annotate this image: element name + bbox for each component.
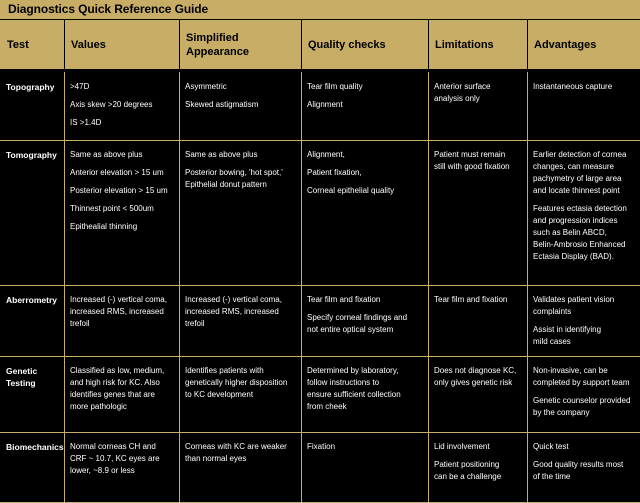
appearance-text: increased RMS, increased xyxy=(185,307,279,316)
values-text: trefoil xyxy=(70,319,90,328)
appearance-text: Epithelial donut pattern xyxy=(185,180,267,189)
page-title: Diagnostics Quick Reference Guide xyxy=(8,2,209,16)
column-divider xyxy=(527,285,528,356)
advantages-cell xyxy=(527,294,640,348)
advantages-text: such as Belin ABCD, xyxy=(533,228,607,237)
advantages-text: Belin-Ambrosio Enhanced xyxy=(533,240,626,249)
advantages-text: Assist in identifying xyxy=(533,325,602,334)
test-name: Genetic xyxy=(6,366,38,376)
header-test: Test xyxy=(7,38,29,51)
quality-text: follow instructions to xyxy=(307,378,380,387)
appearance-cell xyxy=(179,81,301,111)
advantages-cell xyxy=(527,365,640,419)
values-text: identifies genes that are xyxy=(70,390,155,399)
quality-text: Fixation xyxy=(307,442,336,451)
quality-cell xyxy=(301,365,428,413)
advantages-text: mild cases xyxy=(533,337,571,346)
appearance-text: Same as above plus xyxy=(185,150,258,159)
advantages-text: Earlier detection of cornea xyxy=(533,150,627,159)
column-divider xyxy=(527,356,528,432)
header-divider xyxy=(527,20,528,69)
limitations-cell xyxy=(428,441,527,483)
column-divider xyxy=(64,432,65,502)
values-text: Classified as low, medium, xyxy=(70,366,165,375)
column-divider xyxy=(64,140,65,285)
limitations-text: Does not diagnose KC, xyxy=(434,366,517,375)
appearance-text: to KC development xyxy=(185,390,254,399)
column-divider xyxy=(179,140,180,285)
limitations-text: Lid involvement xyxy=(434,442,490,451)
quality-text: Tear film quality xyxy=(307,82,363,91)
values-text: lower, ~8.9 or less xyxy=(70,466,135,475)
values-text: >47D xyxy=(70,82,90,91)
test-name-cell xyxy=(0,294,64,306)
column-divider xyxy=(428,285,429,356)
test-name: Testing xyxy=(6,378,36,388)
values-text: IS >1.4D xyxy=(70,118,102,127)
limitations-text: can be a challenge xyxy=(434,472,502,481)
advantages-text: pachymetry of large area xyxy=(533,174,622,183)
quality-cell xyxy=(301,294,428,336)
column-divider xyxy=(301,285,302,356)
values-cell xyxy=(64,441,179,477)
column-divider xyxy=(301,432,302,502)
appearance-text: than normal eyes xyxy=(185,454,247,463)
header-limitations: Limitations xyxy=(435,38,494,51)
column-divider xyxy=(64,356,65,432)
values-text: CRF ~ 10.7, KC eyes are xyxy=(70,454,160,463)
table-row xyxy=(0,140,640,285)
limitations-text: Patient positioning xyxy=(434,460,500,469)
test-name: Aberrometry xyxy=(6,295,58,305)
header-values: Values xyxy=(71,38,106,51)
appearance-text: genetically higher disposition xyxy=(185,378,288,387)
values-cell xyxy=(64,294,179,330)
advantages-text: Instantaneous capture xyxy=(533,82,613,91)
values-text: and high risk for KC. Also xyxy=(70,378,160,387)
values-text: Normal corneas CH and xyxy=(70,442,156,451)
table-row xyxy=(0,432,640,502)
title-bar xyxy=(0,0,640,19)
column-divider xyxy=(428,356,429,432)
appearance-text: Skewed astigmatism xyxy=(185,100,259,109)
limitations-text: still with good fixation xyxy=(434,162,510,171)
values-text: Posterior elevation > 15 um xyxy=(70,186,168,195)
column-divider xyxy=(301,356,302,432)
column-divider xyxy=(301,72,302,140)
advantages-text: and progression indices xyxy=(533,216,618,225)
appearance-cell xyxy=(179,149,301,191)
values-text: Anterior elevation > 15 um xyxy=(70,168,164,177)
column-divider xyxy=(64,72,65,140)
limitations-text: Patient must remain xyxy=(434,150,506,159)
column-divider xyxy=(179,356,180,432)
header-divider xyxy=(428,20,429,69)
appearance-text: Increased (-) vertical coma, xyxy=(185,295,282,304)
test-name: Biomechanics xyxy=(6,442,64,452)
header-appearance-text: Simplified Appearance xyxy=(186,31,249,58)
advantages-text: Quick test xyxy=(533,442,569,451)
test-name-cell xyxy=(0,149,64,161)
header-advantages: Advantages xyxy=(534,38,597,51)
quality-text: not entire optical system xyxy=(307,325,394,334)
header-divider xyxy=(64,20,65,69)
test-name: Topography xyxy=(6,82,55,92)
appearance-text: trefoil xyxy=(185,319,205,328)
advantages-text: by the company xyxy=(533,408,590,417)
quality-text: Alignment xyxy=(307,100,343,109)
values-cell xyxy=(64,81,179,129)
values-text: increased RMS, increased xyxy=(70,307,164,316)
table-row xyxy=(0,72,640,140)
appearance-text: Corneas with KC are weaker xyxy=(185,442,287,451)
column-divider xyxy=(179,285,180,356)
advantages-cell xyxy=(527,149,640,263)
column-divider xyxy=(428,432,429,502)
values-cell xyxy=(64,365,179,413)
limitations-cell xyxy=(428,365,527,389)
column-divider xyxy=(527,432,528,502)
values-text: Increased (-) vertical coma, xyxy=(70,295,167,304)
test-name-cell xyxy=(0,81,64,93)
appearance-cell xyxy=(179,441,301,465)
header-quality: Quality checks xyxy=(308,38,386,51)
column-divider xyxy=(428,140,429,285)
limitations-text: only gives genetic risk xyxy=(434,378,513,387)
advantages-cell xyxy=(527,81,640,93)
quality-cell xyxy=(301,149,428,197)
appearance-text: Asymmetric xyxy=(185,82,227,91)
quality-cell xyxy=(301,81,428,111)
test-name-cell xyxy=(0,365,64,389)
column-divider xyxy=(527,140,528,285)
advantages-text: Ectasia Display (BAD). xyxy=(533,252,614,261)
header-divider xyxy=(179,20,180,69)
quality-text: Alignment, xyxy=(307,150,345,159)
column-divider xyxy=(428,72,429,140)
values-text: Same as above plus xyxy=(70,150,143,159)
advantages-text: completed by support team xyxy=(533,378,630,387)
advantages-text: of the time xyxy=(533,472,571,481)
column-divider xyxy=(527,72,528,140)
limitations-text: Anterior surface xyxy=(434,82,491,91)
table-header xyxy=(0,20,640,69)
advantages-text: complaints xyxy=(533,307,572,316)
column-divider xyxy=(179,432,180,502)
values-cell xyxy=(64,149,179,233)
table-row xyxy=(0,285,640,356)
advantages-text: Features ectasia detection xyxy=(533,204,627,213)
values-text: Thinnest point < 500um xyxy=(70,204,154,213)
advantages-text: changes, can measure xyxy=(533,162,614,171)
advantages-text: Genetic counselor provided xyxy=(533,396,631,405)
values-text: more pathologic xyxy=(70,402,127,411)
quality-text: Tear film and fixation xyxy=(307,295,381,304)
limitations-text: analysis only xyxy=(434,94,480,103)
advantages-text: and locate thinnest point xyxy=(533,186,620,195)
appearance-text: Identifies patients with xyxy=(185,366,264,375)
quality-text: Corneal epithelial quality xyxy=(307,186,395,195)
limitations-cell xyxy=(428,149,527,173)
quality-cell xyxy=(301,441,428,453)
values-text: Axis skew >20 degrees xyxy=(70,100,153,109)
test-name: Tomography xyxy=(6,150,57,160)
advantages-cell xyxy=(527,441,640,483)
column-divider xyxy=(301,140,302,285)
appearance-cell xyxy=(179,294,301,330)
quality-text: Specify corneal findings and xyxy=(307,313,408,322)
values-text: Epithealial thinning xyxy=(70,222,138,231)
quality-text: Determined by laboratory, xyxy=(307,366,399,375)
advantages-text: Good quality results most xyxy=(533,460,624,469)
quality-text: ensure sufficient collection xyxy=(307,390,401,399)
test-name-cell xyxy=(0,441,64,453)
limitations-cell xyxy=(428,294,527,306)
quality-text: from cheek xyxy=(307,402,347,411)
column-divider xyxy=(64,285,65,356)
quality-text: Patient fixation, xyxy=(307,168,362,177)
column-divider xyxy=(179,72,180,140)
appearance-text: Posterior bowing, 'hot spot,' xyxy=(185,168,283,177)
limitations-text: Tear film and fixation xyxy=(434,295,508,304)
limitations-cell xyxy=(428,81,527,105)
advantages-text: Non-invasive, can be xyxy=(533,366,608,375)
header-appearance xyxy=(179,20,301,69)
appearance-cell xyxy=(179,365,301,401)
table-row xyxy=(0,356,640,432)
advantages-text: Validates patient vision xyxy=(533,295,615,304)
header-divider xyxy=(301,20,302,69)
